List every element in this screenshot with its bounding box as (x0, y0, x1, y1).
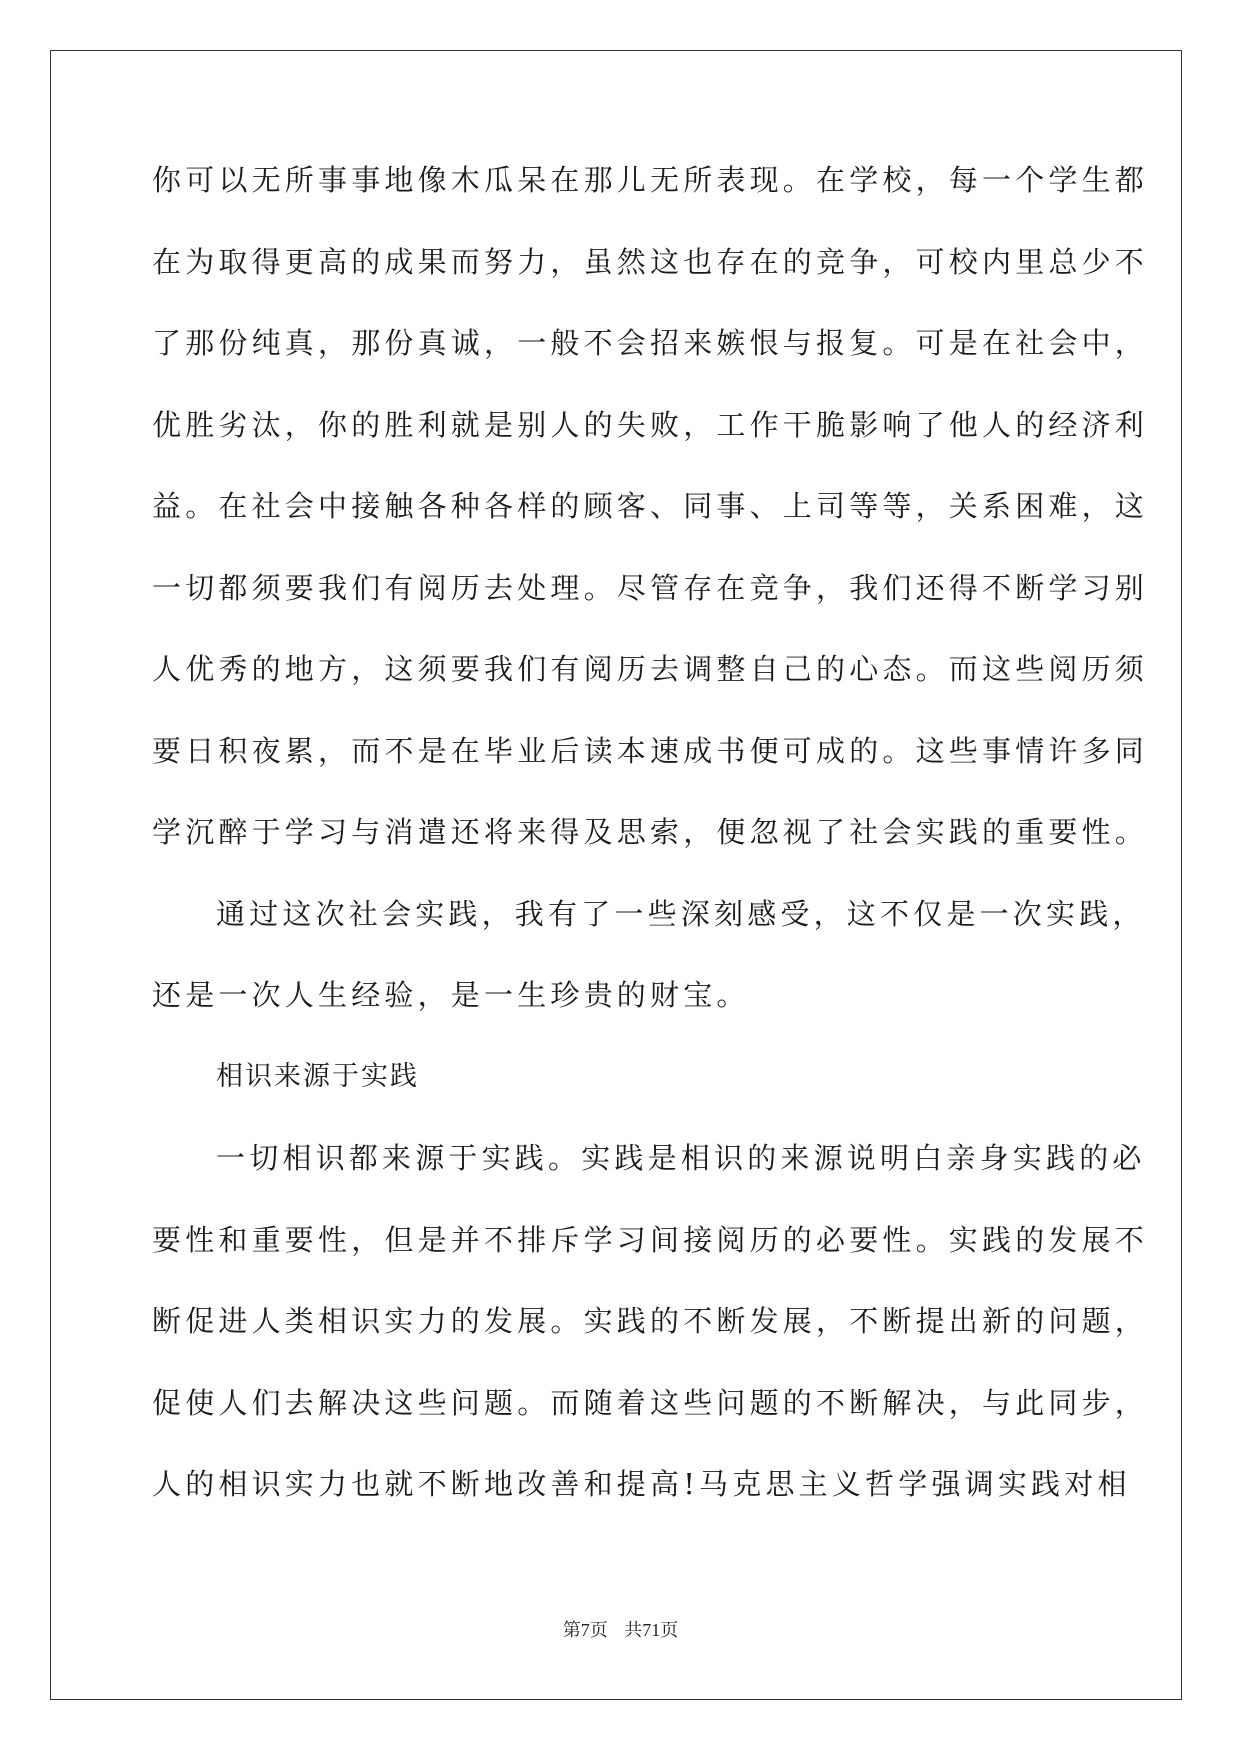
text-line: 你可以无所事事地像木瓜呆在那儿无所表现。在学校，每一个学生都 (152, 163, 1149, 197)
page-footer (0, 1616, 1241, 1642)
text-line: 促使人们去解决这些问题。而随着这些问题的不断解决，与此同步， (152, 1385, 1149, 1420)
text-line: 断促进人类相识实力的发展。实践的不断发展，不断提出新的问题， (152, 1304, 1149, 1338)
paragraph-start-line: 一切相识都来源于实践。实践是相识的来源说明白亲身实践的必 (216, 1141, 1146, 1175)
text-line: 学沉醉于学习与消遣还将来得及思索，便忽视了社会实践的重要性。 (152, 815, 1149, 849)
text-line: 人优秀的地方，这须要我们有阅历去调整自己的心态。而这些阅历须 (152, 652, 1149, 686)
text-line: 一切都须要我们有阅历去处理。尽管存在竞争，我们还得不断学习别 (152, 570, 1149, 605)
text-line: 人的相识实力也就不断地改善和提高!马克思主义哲学强调实践对相 (152, 1467, 1131, 1501)
page-number: 第7页 (562, 1620, 608, 1640)
paragraph-start-line: 通过这次社会实践，我有了一些深刻感受，这不仅是一次实践， (216, 896, 1146, 931)
text-line: 益。在社会中接触各种各样的顾客、同事、上司等等，关系困难，这 (152, 489, 1149, 523)
text-line: 要日积夜累，而不是在毕业后读本速成书便可成的。这些事情许多同 (152, 733, 1149, 768)
document-body (152, 160, 1149, 1546)
total-pages: 共71页 (624, 1620, 679, 1640)
text-line: 在为取得更高的成果而努力，虽然这也存在的竞争，可校内里总少不 (152, 244, 1149, 279)
text-line: 要性和重要性，但是并不排斥学习间接阅历的必要性。实践的发展不 (152, 1222, 1149, 1257)
text-line: 还是一次人生经验，是一生珍贵的财宝。 (152, 978, 750, 1012)
text-line: 了那份纯真，那份真诚，一般不会招来嫉恨与报复。可是在社会中， (152, 326, 1149, 360)
section-heading: 相识来源于实践 (216, 1060, 419, 1092)
text-line: 优胜劣汰，你的胜利就是别人的失败，工作干脆影响了他人的经济利 (152, 407, 1149, 442)
